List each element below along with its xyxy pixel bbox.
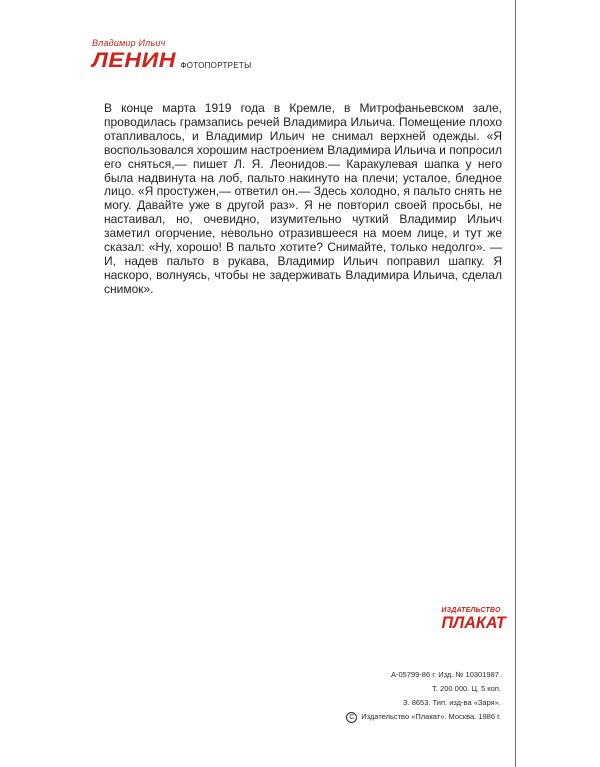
publisher-logo [440,607,506,632]
author-name: Владимир Ильич [92,38,166,48]
series-subtitle: ФОТОПОРТРЕТЫ [180,61,252,70]
card-divider-line [515,0,516,767]
publisher-logo-top: ИЗДАТЕЛЬСТВО [441,607,501,614]
imprint-line-3: З. 8653. Тип. изд-ва «Заря». [403,698,501,707]
imprint-publisher: Издательство «Плакат». Москва. 1986 г. [361,712,501,721]
imprint-line-4 [346,710,501,724]
imprint-block [346,668,501,724]
imprint-line-2: Т. 200 000. Ц. 5 коп. [432,684,501,693]
imprint-line-1: А-05799-86 г. Изд. № 10301987. [390,670,501,679]
description-text: В конце марта 1919 года в Кремле, в Митрофаньевском зале, проводилась грамзапись речей Владимира Ильича. Помещение плохо отапливалось, и Владимир Ильич не снимал верхней одежды. «Я воспользовался хорошим настроением Владимира Ильича и попросил его сняться,— пишет Л. Я. Леонидов.— Каракулевая шапка у него была надвинута на лоб, пальто накинуто на плечи; усталое, бледное лицо. «Я простужен,— ответил он.— Здесь холодно, я пальто снять не могу. Давайте уже в другой раз». Я не повторил своей просьбы, не настаивал, но, очевидно, изумительно чуткий Владимир Ильич заметил огорчение, невольно отразившееся на моем лице, и тут же сказал: «Ну, хорошо! В пальто хотите? Снимайте, только недолго». — И, надев пальто в рукава, Владимир Ильич поправил шапку. Я наскоро, волнуясь, чтобы не задерживать Владимира Ильича, сделал снимок». [104,101,502,296]
publisher-logo-main: ПЛАКАТ [441,613,506,632]
title-row [92,49,252,73]
header [92,38,252,73]
copyright-icon: C [346,712,357,723]
series-title: ЛЕНИН [92,49,177,72]
